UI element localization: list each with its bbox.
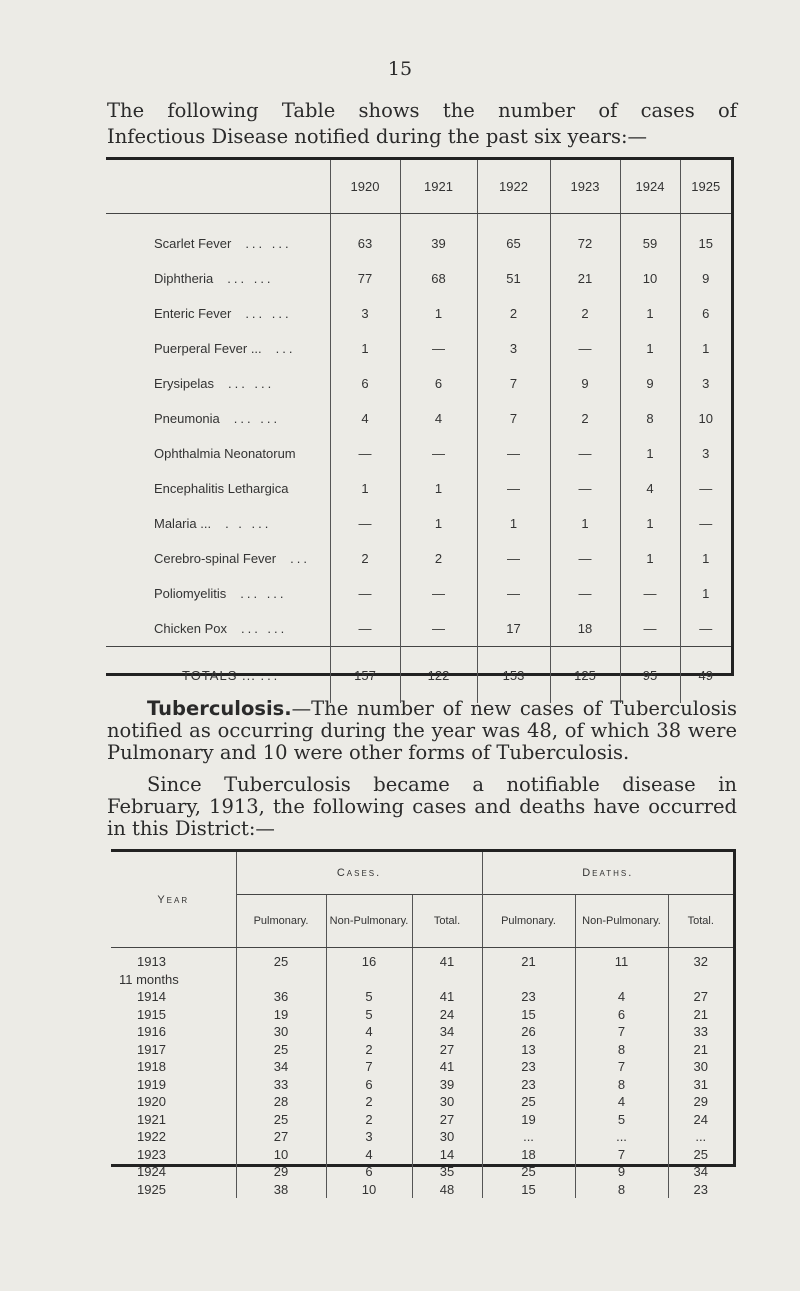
empty-cell xyxy=(668,971,733,989)
value-cell: 2 xyxy=(550,401,620,436)
value-cell: 35 xyxy=(412,1163,482,1181)
value-cell: 1 xyxy=(680,576,731,611)
value-cell: 15 xyxy=(482,1181,575,1199)
value-cell: 7 xyxy=(575,1023,668,1041)
value-cell: — xyxy=(477,576,550,611)
year-note: 11 months xyxy=(119,971,179,987)
value-cell: 6 xyxy=(326,1163,412,1181)
year-header: 1922 xyxy=(477,160,550,214)
value-cell: 1 xyxy=(680,541,731,576)
deaths-header: Deaths. xyxy=(482,852,733,895)
value-cell: — xyxy=(477,471,550,506)
value-cell: 2 xyxy=(330,541,400,576)
table-row xyxy=(111,1163,733,1181)
value-cell: 6 xyxy=(680,296,731,331)
year-cell: 1914 xyxy=(137,989,166,1004)
value-cell: 1 xyxy=(620,541,680,576)
value-cell: 68 xyxy=(400,261,477,296)
value-cell: 4 xyxy=(326,1146,412,1164)
empty-cell xyxy=(236,971,326,989)
value-cell: 30 xyxy=(236,1023,326,1041)
value-cell: 10 xyxy=(326,1181,412,1199)
table-row xyxy=(111,1128,733,1146)
value-cell: 25 xyxy=(236,1041,326,1059)
table-row xyxy=(106,436,731,471)
value-cell: 19 xyxy=(482,1111,575,1129)
table-row xyxy=(106,296,731,331)
value-cell: 7 xyxy=(477,366,550,401)
value-cell: 1 xyxy=(477,506,550,541)
value-cell: 1 xyxy=(400,471,477,506)
value-cell: 6 xyxy=(575,1006,668,1024)
value-cell: 72 xyxy=(550,214,620,262)
value-cell: 5 xyxy=(575,1111,668,1129)
disease-name: Enteric Fever ... ... xyxy=(154,306,292,321)
table-row xyxy=(111,1076,733,1094)
value-cell: — xyxy=(550,541,620,576)
table-row xyxy=(106,214,731,262)
value-cell: 63 xyxy=(330,214,400,262)
value-cell: 1 xyxy=(620,296,680,331)
table-row xyxy=(111,988,733,1006)
value-cell: 21 xyxy=(550,261,620,296)
value-cell: — xyxy=(330,436,400,471)
intro-line-1: The following Table shows the number of cases of xyxy=(107,99,737,122)
value-cell: 48 xyxy=(412,1181,482,1199)
value-cell: — xyxy=(330,576,400,611)
year-cell: 1924 xyxy=(137,1164,166,1179)
value-cell: 39 xyxy=(400,214,477,262)
disease-header-cell xyxy=(106,160,330,214)
value-cell: 1 xyxy=(550,506,620,541)
notifiable-paragraph xyxy=(107,774,737,840)
value-cell: 4 xyxy=(330,401,400,436)
table-row xyxy=(106,261,731,296)
value-cell: 1 xyxy=(330,471,400,506)
year-cell: 1915 xyxy=(137,1006,166,1022)
value-cell: 18 xyxy=(482,1146,575,1164)
value-cell: 21 xyxy=(482,948,575,971)
value-cell: — xyxy=(330,611,400,647)
value-cell: 33 xyxy=(668,1023,733,1041)
value-cell: 1 xyxy=(620,436,680,471)
year-header: 1920 xyxy=(330,160,400,214)
year-cell: 1919 xyxy=(137,1076,166,1092)
total-cell: 95 xyxy=(620,647,680,704)
table-row xyxy=(106,471,731,506)
value-cell: 32 xyxy=(668,948,733,971)
disease-name: Erysipelas ... ... xyxy=(154,376,275,391)
intro-line-2: Infectious Disease notified during the past six years:— xyxy=(107,125,648,148)
value-cell: 30 xyxy=(412,1128,482,1146)
value-cell: 10 xyxy=(620,261,680,296)
value-cell: 51 xyxy=(477,261,550,296)
value-cell: 29 xyxy=(236,1163,326,1181)
value-cell: 4 xyxy=(400,401,477,436)
table-row xyxy=(106,401,731,436)
value-cell: 7 xyxy=(326,1058,412,1076)
value-cell: — xyxy=(680,506,731,541)
value-cell: 21 xyxy=(668,1006,733,1024)
value-cell: 25 xyxy=(482,1093,575,1111)
value-cell: 23 xyxy=(668,1181,733,1199)
value-cell: 10 xyxy=(236,1146,326,1164)
disease-name: Diphtheria ... ... xyxy=(154,271,274,286)
table-row xyxy=(111,1181,733,1199)
value-cell: 4 xyxy=(326,1023,412,1041)
table-row xyxy=(106,506,731,541)
total-cell: 157 xyxy=(330,647,400,704)
value-cell: 5 xyxy=(326,988,412,1006)
value-cell: 9 xyxy=(620,366,680,401)
value-cell: 25 xyxy=(482,1163,575,1181)
value-cell: 7 xyxy=(477,401,550,436)
sub-header: Total. xyxy=(412,895,482,948)
value-cell: 19 xyxy=(236,1006,326,1024)
value-cell: 2 xyxy=(326,1111,412,1129)
disease-name: Malaria ... . . ... xyxy=(154,516,272,531)
value-cell: 28 xyxy=(236,1093,326,1111)
table-row xyxy=(106,611,731,647)
value-cell: 30 xyxy=(668,1058,733,1076)
value-cell: 1 xyxy=(620,331,680,366)
value-cell: 2 xyxy=(550,296,620,331)
value-cell: 8 xyxy=(575,1181,668,1199)
value-cell: 6 xyxy=(400,366,477,401)
year-cell: 1918 xyxy=(137,1059,166,1074)
year-header: 1923 xyxy=(550,160,620,214)
value-cell: — xyxy=(680,471,731,506)
value-cell: 7 xyxy=(575,1058,668,1076)
value-cell: 13 xyxy=(482,1041,575,1059)
value-cell: 8 xyxy=(575,1041,668,1059)
value-cell: 9 xyxy=(680,261,731,296)
totals-label: TOTALS ... ... xyxy=(106,647,330,704)
tuberculosis-table xyxy=(111,849,736,1197)
value-cell: 27 xyxy=(668,988,733,1006)
value-cell: 4 xyxy=(575,1093,668,1111)
disease-name: Scarlet Fever ... ... xyxy=(154,236,292,251)
value-cell: 5 xyxy=(326,1006,412,1024)
value-cell: 33 xyxy=(236,1076,326,1094)
value-cell: 7 xyxy=(575,1146,668,1164)
disease-name: Poliomyelitis ... ... xyxy=(154,586,287,601)
value-cell: 23 xyxy=(482,988,575,1006)
total-cell: 122 xyxy=(400,647,477,704)
value-cell: — xyxy=(550,331,620,366)
value-cell: 41 xyxy=(412,988,482,1006)
value-cell: ... xyxy=(575,1128,668,1146)
year-cell: 1922 xyxy=(137,1129,166,1144)
value-cell: 3 xyxy=(477,331,550,366)
value-cell: 15 xyxy=(680,214,731,262)
value-cell: ... xyxy=(668,1128,733,1146)
disease-name: Chicken Pox ... ... xyxy=(154,621,288,636)
value-cell: 8 xyxy=(620,401,680,436)
value-cell: 9 xyxy=(550,366,620,401)
value-cell: 1 xyxy=(330,331,400,366)
value-cell: — xyxy=(477,436,550,471)
sub-header: Non-Pulmonary. xyxy=(575,895,668,948)
year-cell: 1920 xyxy=(137,1094,166,1109)
tuberculosis-paragraph xyxy=(107,698,737,764)
value-cell: 10 xyxy=(680,401,731,436)
sub-header: Pulmonary. xyxy=(482,895,575,948)
page-number: 15 xyxy=(387,58,413,80)
value-cell: — xyxy=(400,576,477,611)
value-cell: — xyxy=(330,506,400,541)
value-cell: 4 xyxy=(575,988,668,1006)
value-cell: 6 xyxy=(326,1076,412,1094)
value-cell: 1 xyxy=(400,506,477,541)
year-header: 1925 xyxy=(680,160,731,214)
value-cell: — xyxy=(620,576,680,611)
disease-name: Ophthalmia Neonatorum xyxy=(154,446,296,461)
year-cell: 1921 xyxy=(137,1111,166,1127)
value-cell: — xyxy=(620,611,680,647)
value-cell: — xyxy=(400,436,477,471)
disease-name: Pneumonia ... ... xyxy=(154,411,281,426)
table-row xyxy=(111,1146,733,1164)
value-cell: 29 xyxy=(668,1093,733,1111)
empty-cell xyxy=(412,971,482,989)
tuberculosis-heading: Tuberculosis. xyxy=(147,697,292,720)
value-cell: 3 xyxy=(326,1128,412,1146)
disease-name: Puerperal Fever ... ... xyxy=(154,341,296,356)
disease-name: Encephalitis Lethargica xyxy=(154,481,289,496)
total-cell: 49 xyxy=(680,647,731,704)
table-row xyxy=(106,576,731,611)
value-cell: 25 xyxy=(236,1111,326,1129)
table-row-note xyxy=(111,971,733,989)
sub-header: Non-Pulmonary. xyxy=(326,895,412,948)
value-cell: — xyxy=(477,541,550,576)
tuberculosis-text: —The number of new cases of Tuberculosis notified as occurring during the year was 48, of which 38 were Pulmonary and 10 were other forms of Tuberculosis. xyxy=(107,697,737,764)
value-cell: — xyxy=(550,436,620,471)
table-row xyxy=(111,1058,733,1076)
value-cell: 6 xyxy=(330,366,400,401)
value-cell: 1 xyxy=(620,506,680,541)
value-cell: 15 xyxy=(482,1006,575,1024)
value-cell: 31 xyxy=(668,1076,733,1094)
value-cell: 25 xyxy=(668,1146,733,1164)
year-header: 1924 xyxy=(620,160,680,214)
value-cell: 41 xyxy=(412,1058,482,1076)
value-cell: 27 xyxy=(236,1128,326,1146)
value-cell: — xyxy=(550,471,620,506)
value-cell: 41 xyxy=(412,948,482,971)
value-cell: 17 xyxy=(477,611,550,647)
infectious-disease-table xyxy=(106,157,734,683)
value-cell: 25 xyxy=(236,948,326,971)
cases-header: Cases. xyxy=(236,852,482,895)
value-cell: — xyxy=(550,576,620,611)
value-cell: 18 xyxy=(550,611,620,647)
notifiable-text: Since Tuberculosis became a notifiable disease in February, 1913, the following cases and deaths have occurred in this District:— xyxy=(107,773,737,840)
value-cell: 36 xyxy=(236,988,326,1006)
value-cell: 11 xyxy=(575,948,668,971)
value-cell: 8 xyxy=(575,1076,668,1094)
year-header: 1921 xyxy=(400,160,477,214)
value-cell: 24 xyxy=(668,1111,733,1129)
table-row xyxy=(111,1111,733,1129)
value-cell: 2 xyxy=(477,296,550,331)
table-row xyxy=(111,1023,733,1041)
table-row xyxy=(111,1006,733,1024)
value-cell: ... xyxy=(482,1128,575,1146)
value-cell: 59 xyxy=(620,214,680,262)
table-row xyxy=(111,1093,733,1111)
disease-name: Cerebro-spinal Fever ... xyxy=(154,551,310,566)
value-cell: 77 xyxy=(330,261,400,296)
value-cell: 34 xyxy=(236,1058,326,1076)
value-cell: 34 xyxy=(668,1163,733,1181)
value-cell: 39 xyxy=(412,1076,482,1094)
total-cell: 125 xyxy=(550,647,620,704)
total-cell: 153 xyxy=(477,647,550,704)
value-cell: 14 xyxy=(412,1146,482,1164)
value-cell: 30 xyxy=(412,1093,482,1111)
table-row xyxy=(106,366,731,401)
value-cell: 4 xyxy=(620,471,680,506)
value-cell: — xyxy=(400,331,477,366)
value-cell: 23 xyxy=(482,1058,575,1076)
year-cell: 1916 xyxy=(137,1024,166,1039)
value-cell: 38 xyxy=(236,1181,326,1199)
value-cell: 2 xyxy=(326,1041,412,1059)
sub-header: Pulmonary. xyxy=(236,895,326,948)
value-cell: 65 xyxy=(477,214,550,262)
empty-cell xyxy=(575,971,668,989)
table-row xyxy=(111,948,733,971)
value-cell: 2 xyxy=(326,1093,412,1111)
value-cell: — xyxy=(680,611,731,647)
year-cell: 1923 xyxy=(137,1146,166,1162)
table-row xyxy=(111,1041,733,1059)
value-cell: — xyxy=(400,611,477,647)
value-cell: 27 xyxy=(412,1111,482,1129)
value-cell: 34 xyxy=(412,1023,482,1041)
value-cell: 3 xyxy=(680,436,731,471)
value-cell: 3 xyxy=(680,366,731,401)
value-cell: 23 xyxy=(482,1076,575,1094)
value-cell: 3 xyxy=(330,296,400,331)
year-cell: 1925 xyxy=(137,1181,166,1197)
value-cell: 21 xyxy=(668,1041,733,1059)
empty-cell xyxy=(482,971,575,989)
value-cell: 1 xyxy=(680,331,731,366)
sub-header: Total. xyxy=(668,895,733,948)
value-cell: 2 xyxy=(400,541,477,576)
year-cell: 1917 xyxy=(137,1041,166,1057)
value-cell: 16 xyxy=(326,948,412,971)
value-cell: 27 xyxy=(412,1041,482,1059)
value-cell: 26 xyxy=(482,1023,575,1041)
value-cell: 9 xyxy=(575,1163,668,1181)
empty-cell xyxy=(326,971,412,989)
year-column-header: Year xyxy=(111,852,236,948)
value-cell: 1 xyxy=(400,296,477,331)
value-cell: 24 xyxy=(412,1006,482,1024)
year-cell: 1913 xyxy=(137,954,166,969)
table-row xyxy=(106,541,731,576)
table-row xyxy=(106,331,731,366)
